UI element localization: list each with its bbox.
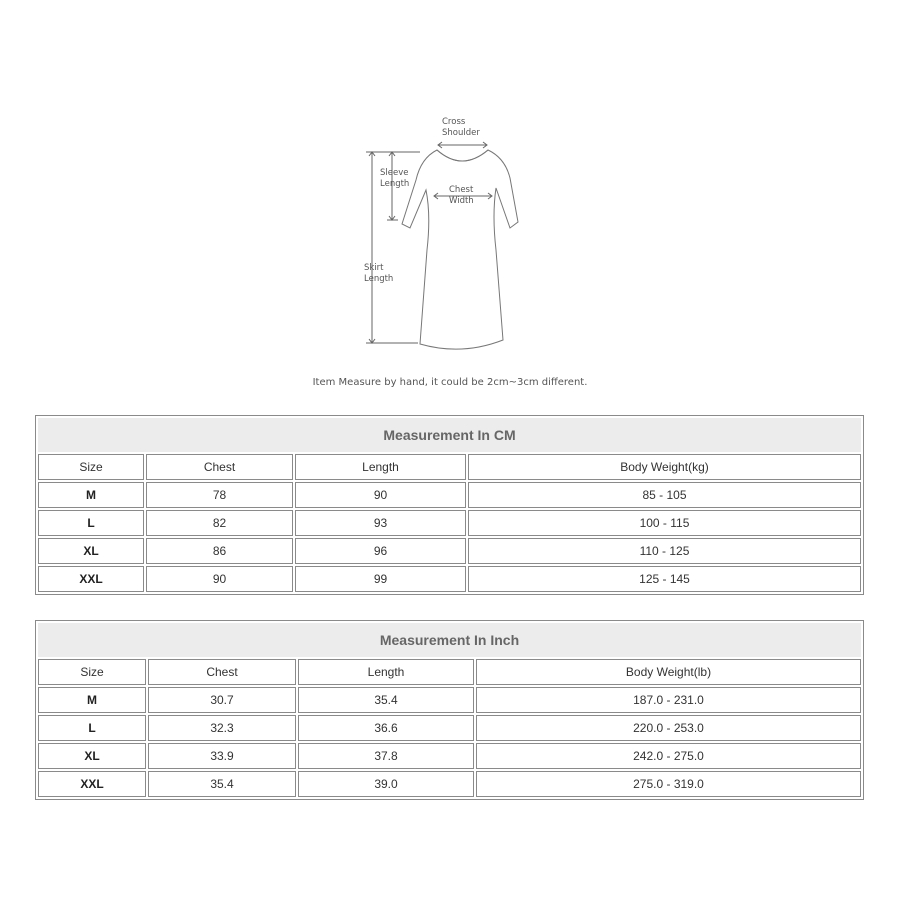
table-header-row [38, 659, 861, 685]
table-row [38, 482, 861, 508]
column-header: Chest [148, 659, 296, 685]
weight-cell: 187.0 - 231.0 [476, 687, 861, 713]
size-cell: XL [38, 743, 146, 769]
size-cell: L [38, 510, 144, 536]
length-cell: 37.8 [298, 743, 474, 769]
length-cell: 35.4 [298, 687, 474, 713]
length-cell: 99 [295, 566, 466, 592]
size-cell: XXL [38, 566, 144, 592]
table-row [38, 715, 861, 741]
weight-cell: 100 - 115 [468, 510, 861, 536]
weight-cell: 85 - 105 [468, 482, 861, 508]
size-cell: XXL [38, 771, 146, 797]
sleeve-length-label: Sleeve [380, 168, 409, 178]
chest-width-label: Chest [449, 185, 474, 195]
chest-width-label-2: Width [449, 196, 474, 206]
column-header: Length [295, 454, 466, 480]
column-header: Body Weight(lb) [476, 659, 861, 685]
weight-cell: 242.0 - 275.0 [476, 743, 861, 769]
cm-table-wrap [35, 415, 864, 595]
column-header: Length [298, 659, 474, 685]
table-header-row [38, 454, 861, 480]
chest-cell: 78 [146, 482, 293, 508]
column-header: Size [38, 659, 146, 685]
weight-cell: 125 - 145 [468, 566, 861, 592]
size-cell: XL [38, 538, 144, 564]
chest-cell: 82 [146, 510, 293, 536]
length-cell: 39.0 [298, 771, 474, 797]
table-row [38, 510, 861, 536]
cm-table-title: Measurement In CM [38, 418, 861, 452]
length-cell: 90 [295, 482, 466, 508]
skirt-length-label: Skirt [364, 263, 384, 273]
table-row [38, 566, 861, 592]
chest-cell: 35.4 [148, 771, 296, 797]
length-cell: 36.6 [298, 715, 474, 741]
cross-shoulder-label-2: Shoulder [442, 128, 480, 138]
chest-cell: 86 [146, 538, 293, 564]
chest-cell: 32.3 [148, 715, 296, 741]
measure-note: Item Measure by hand, it could be 2cm~3cm different. [312, 377, 588, 388]
skirt-length-label-2: Length [364, 274, 394, 284]
weight-cell: 110 - 125 [468, 538, 861, 564]
length-cell: 96 [295, 538, 466, 564]
column-header: Body Weight(kg) [468, 454, 861, 480]
weight-cell: 275.0 - 319.0 [476, 771, 861, 797]
size-cell: M [38, 687, 146, 713]
column-header: Size [38, 454, 144, 480]
table-row [38, 687, 861, 713]
dress-measurement-diagram [300, 100, 600, 370]
length-cell: 93 [295, 510, 466, 536]
cm-size-table [35, 415, 864, 595]
size-cell: M [38, 482, 144, 508]
sleeve-length-label-2: Length [380, 179, 410, 189]
table-row [38, 538, 861, 564]
inch-table-wrap [35, 620, 864, 800]
chest-cell: 90 [146, 566, 293, 592]
table-row [38, 771, 861, 797]
inch-table-title: Measurement In Inch [38, 623, 861, 657]
chest-cell: 33.9 [148, 743, 296, 769]
table-row [38, 743, 861, 769]
cross-shoulder-label: Cross [442, 117, 466, 127]
weight-cell: 220.0 - 253.0 [476, 715, 861, 741]
column-header: Chest [146, 454, 293, 480]
dress-outline-icon [300, 100, 600, 370]
inch-size-table [35, 620, 864, 800]
chest-cell: 30.7 [148, 687, 296, 713]
size-cell: L [38, 715, 146, 741]
